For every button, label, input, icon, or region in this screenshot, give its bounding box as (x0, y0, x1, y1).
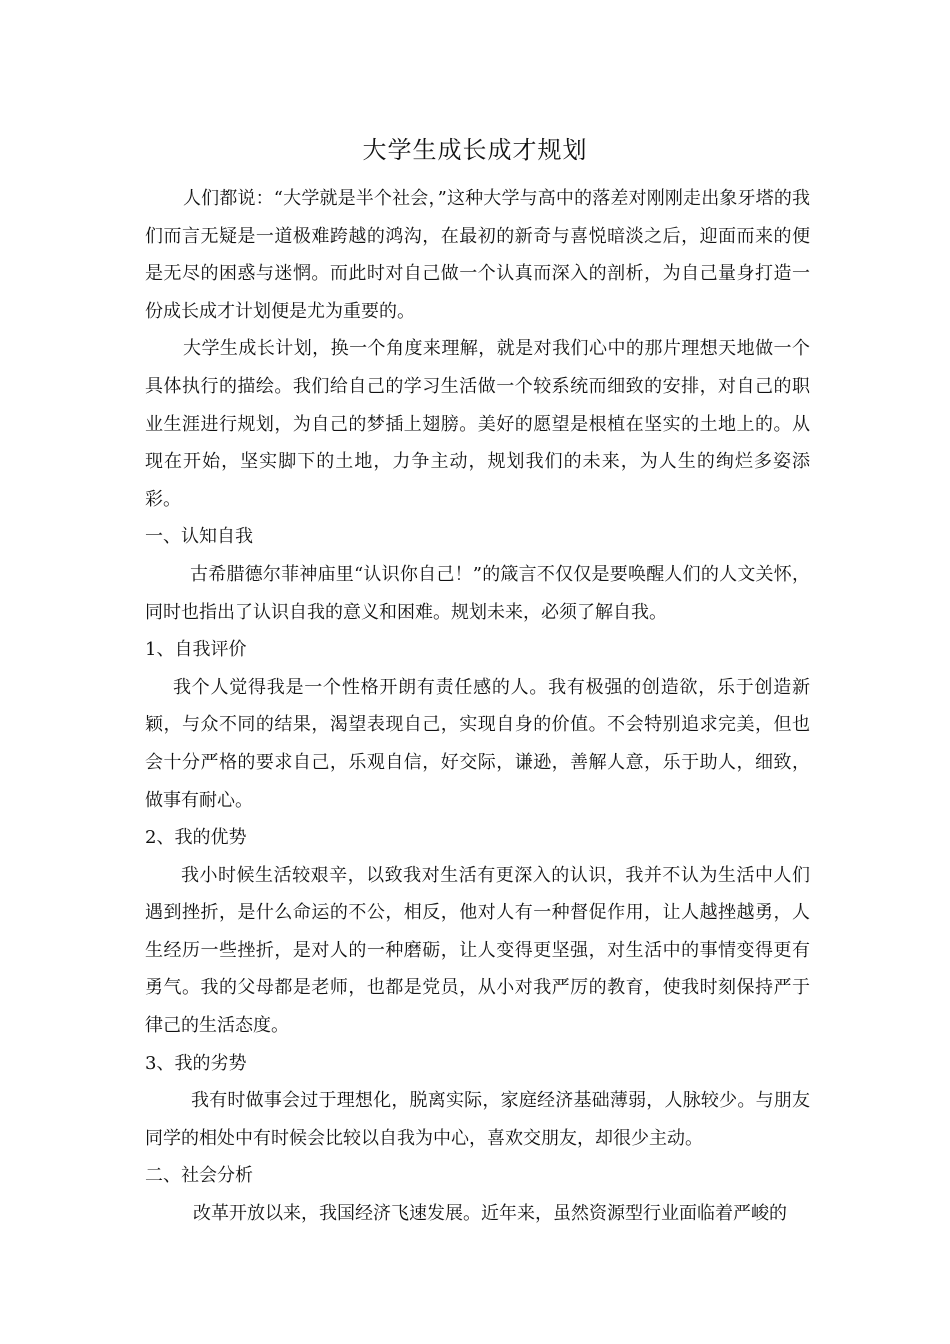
document-body (145, 180, 810, 1233)
section-heading-social-analysis: 二、社会分析 (145, 1165, 253, 1187)
subheading-self-evaluation: 1、自我评价 (145, 639, 247, 661)
document-title: 大学生成长成才规划 (362, 136, 588, 164)
paragraph-social-analysis: 改革开放以来，我国经济飞速发展。近年来，虽然资源型行业面临着严峻的 (193, 1203, 787, 1225)
paragraph-intro: 人们都说：“大学就是半个社会，”这种大学与高中的落差对刚刚走出象牙塔的我们而言无疑是一道极难跨越的鸿沟，在最初的新奇与喜悦暗淡之后，迎面而来的便是无尽的困惑与迷惘。而此时对自己做一个认真而深入的剖析，为自己量身打造一份成长成才计划便是尤为重要的。 (145, 188, 810, 322)
paragraph-strengths: 我小时候生活较艰辛，以致我对生活有更深入的认识，我并不认为生活中人们遇到挫折，是什么命运的不公，相反，他对人有一种督促作用，让人越挫越勇，人生经历一些挫折，是对人的一种磨砺，让人变得更坚强，对生活中的事情变得更有勇气。我的父母都是老师，也都是党员，从小对我严厉的教育，使我时刻保持严于律己的生活态度。 (145, 864, 810, 1037)
paragraph-weaknesses: 我有时做事会过于理想化，脱离实际，家庭经济基础薄弱，人脉较少。与朋友同学的相处中有时候会比较以自我为中心，喜欢交朋友，却很少主动。 (145, 1090, 810, 1149)
paragraph-self-evaluation: 我个人觉得我是一个性格开朗有责任感的人。我有极强的创造欲，乐于创造新颖，与众不同的结果，渴望表现自己，实现自身的价值。不会特别追求完美，但也会十分严格的要求自己，乐观自信，好交际，谦逊，善解人意，乐于助人，细致，做事有耐心。 (145, 676, 810, 811)
paragraph-know-thyself: 古希腊德尔菲神庙里“认识你自己！”的箴言不仅仅是要唤醒人们的人文关怀，同时也指出了认识自我的意义和困难。规划未来，必须了解自我。 (145, 563, 810, 623)
subheading-weaknesses: 3、我的劣势 (145, 1052, 247, 1074)
subheading-strengths: 2、我的优势 (145, 827, 247, 849)
paragraph-growth-plan: 大学生成长计划，换一个角度来理解，就是对我们心中的那片理想天地做一个具体执行的描绘。我们给自己的学习生活做一个较系统而细致的安排，对自己的职业生涯进行规划，为自己的梦插上翅膀。美好的愿望是根植在坚实的土地上的。从现在开始，坚实脚下的土地，力争主动，规划我们的未来，为人生的绚烂多姿添彩。 (145, 338, 810, 510)
section-heading-self-awareness: 一、认知自我 (145, 526, 253, 548)
